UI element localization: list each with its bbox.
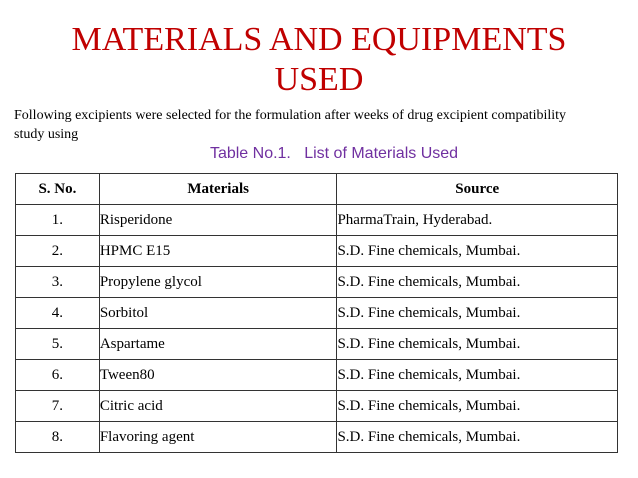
cell-sno: 4. (16, 298, 100, 329)
cell-material: Flavoring agent (99, 422, 337, 453)
cell-sno: 8. (16, 422, 100, 453)
cell-source: S.D. Fine chemicals, Mumbai. (337, 391, 618, 422)
materials-table (15, 173, 618, 453)
header-materials: Materials (99, 174, 337, 205)
cell-material: Sorbitol (99, 298, 337, 329)
table-row (16, 205, 618, 236)
cell-source: PharmaTrain, Hyderabad. (337, 205, 618, 236)
table-caption: Table No.1. List of Materials Used (209, 145, 459, 162)
cell-sno: 1. (16, 205, 100, 236)
cell-sno: 3. (16, 267, 100, 298)
header-source: Source (337, 174, 618, 205)
cell-sno: 2. (16, 236, 100, 267)
header-sno: S. No. (16, 174, 100, 205)
cell-sno: 5. (16, 329, 100, 360)
table-row (16, 391, 618, 422)
cell-material: Aspartame (99, 329, 337, 360)
cell-material: Propylene glycol (99, 267, 337, 298)
cell-source: S.D. Fine chemicals, Mumbai. (337, 267, 618, 298)
table-row (16, 422, 618, 453)
intro-text: Following excipients were selected for the formulation after weeks of drug excipient compatibility study using (14, 108, 567, 142)
cell-source: S.D. Fine chemicals, Mumbai. (337, 298, 618, 329)
cell-source: S.D. Fine chemicals, Mumbai. (337, 236, 618, 267)
slide-title (0, 20, 638, 100)
cell-sno: 7. (16, 391, 100, 422)
cell-material: Risperidone (99, 205, 337, 236)
table-row (16, 236, 618, 267)
table-row (16, 298, 618, 329)
slide-title-line-2: USED (274, 61, 364, 98)
cell-source: S.D. Fine chemicals, Mumbai. (337, 360, 618, 391)
table-header-row (16, 174, 618, 205)
cell-material: Tween80 (99, 360, 337, 391)
cell-material: HPMC E15 (99, 236, 337, 267)
cell-sno: 6. (16, 360, 100, 391)
table-row (16, 267, 618, 298)
cell-material: Citric acid (99, 391, 337, 422)
table-row (16, 360, 618, 391)
table-row (16, 329, 618, 360)
cell-source: S.D. Fine chemicals, Mumbai. (337, 422, 618, 453)
cell-source: S.D. Fine chemicals, Mumbai. (337, 329, 618, 360)
slide-title-line-1: MATERIALS AND EQUIPMENTS (71, 21, 567, 58)
